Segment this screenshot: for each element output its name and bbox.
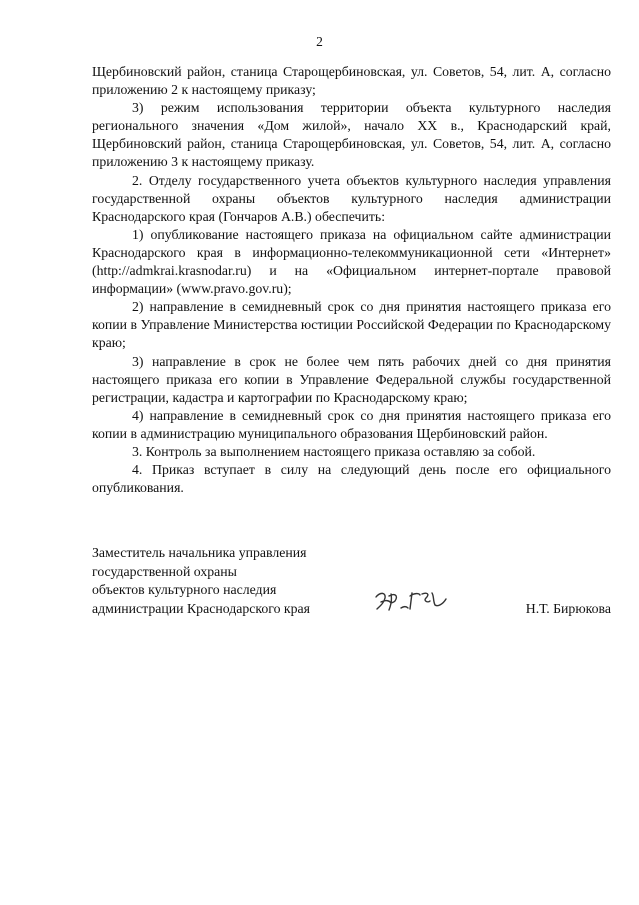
signer-title-line: объектов культурного наследия [92,582,277,598]
page-number: 2 [316,34,323,49]
handwritten-signature [372,587,452,615]
signer-title-line: Заместитель начальника управления [92,545,307,560]
paragraph-subitem-2-ministry: 2) направление в семидневный срок со дня принятия настоящего приказа его копии в Управление Министерства юстиции Российской Федерации по Краснодарскому краю; [92,299,611,351]
signer-name: Н.Т. Бирюкова [525,600,611,616]
signer-title-line: администрации Краснодарского края [92,600,311,616]
paragraph-address-continuation: Щербиновский район, станица Старощербиновская, ул. Советов, 54, лит. А, согласно приложению 2 к настоящему приказу; [92,64,611,98]
paragraph-section-2: 2. Отделу государственного учета объектов культурного наследия управления государственной охраны объектов культурного наследия администрации Краснодарского края (Гончаров А.В.) обеспечить: [92,172,611,224]
paragraph-subitem-3-rosreestr: 3) направление в срок не более чем пять рабочих дней со дня принятия настоящего приказа его копии в Управление Федеральной службы государственной регистрации, кадастра и картографии по Краснодарскому краю; [92,353,611,405]
paragraph-item-3-regime: 3) режим использования территории объекта культурного наследия регионального значения «Дом жилой», начало XX в., Краснодарский край, Щербиновский район, станица Старощербиновская, ул. Советов, 54, лит. А, согласно приложению 3 к настоящему приказу. [92,100,611,170]
document-body [92,63,611,497]
signature-block [92,544,611,618]
paragraph-section-4-effective: 4. Приказ вступает в силу на следующий день после его официального опубликования. [92,462,611,496]
paragraph-subitem-4-municipality: 4) направление в семидневный срок со дня принятия настоящего приказа его копии в администрацию муниципального образования Щербиновский район. [92,407,611,441]
signer-title-line: государственной охраны [92,563,237,579]
paragraph-section-3-control: 3. Контроль за выполнением настоящего приказа оставляю за собой. [132,443,536,459]
paragraph-subitem-1-publication: 1) опубликование настоящего приказа на официальном сайте администрации Краснодарского края в информационно-телекоммуникационной сети «Интернет» (http://admkrai.krasnodar.ru) и на «Официальном интернет-портале правовой информации» (www.pravo.gov.ru); [92,226,611,297]
